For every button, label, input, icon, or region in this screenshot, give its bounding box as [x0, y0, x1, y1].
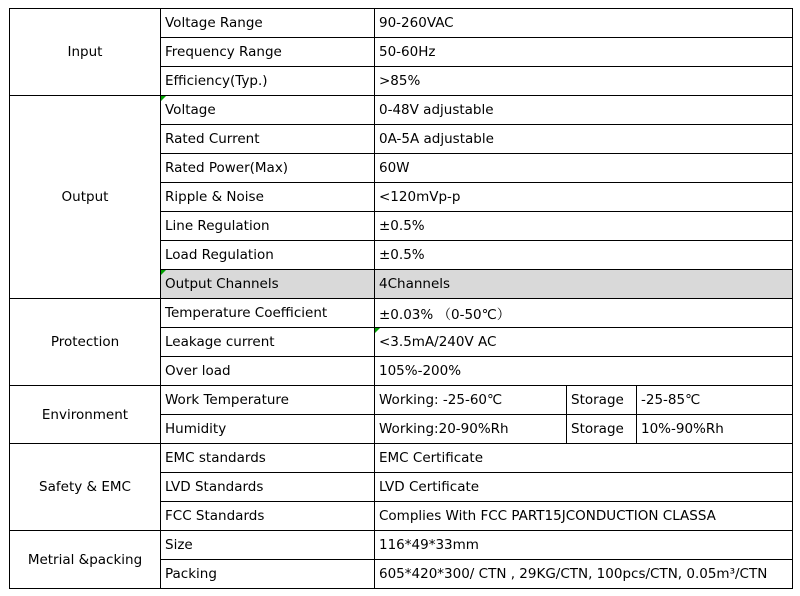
param-value: Complies With FCC PART15JCONDUCTION CLASSA [375, 502, 793, 531]
param-value: LVD Certificate [375, 473, 793, 502]
param-name: Voltage [161, 96, 375, 125]
param-name: Rated Current [161, 125, 375, 154]
param-subvalue: -25-85℃ [637, 386, 793, 415]
param-value: <3.5mA/240V AC [375, 328, 793, 357]
param-value: Working: -25-60℃ [375, 386, 567, 415]
param-name: Leakage current [161, 328, 375, 357]
spec-row [10, 299, 793, 328]
param-value: 605*420*300/ CTN , 29KG/CTN, 100pcs/CTN, 0.05m³/CTN [375, 560, 793, 589]
param-name: Humidity [161, 415, 375, 444]
param-value: 60W [375, 154, 793, 183]
param-name: Packing [161, 560, 375, 589]
param-value: ±0.5% [375, 212, 793, 241]
param-name: Line Regulation [161, 212, 375, 241]
spec-row [10, 386, 793, 415]
section-label-safety-emc: Safety & EMC [10, 444, 161, 531]
param-name: Frequency Range [161, 38, 375, 67]
param-subvalue: 10%-90%Rh [637, 415, 793, 444]
section-label-output: Output [10, 96, 161, 299]
param-name: Ripple & Noise [161, 183, 375, 212]
section-label-input: Input [10, 9, 161, 96]
param-name: LVD Standards [161, 473, 375, 502]
param-value: 4Channels [375, 270, 793, 299]
param-name: Temperature Coefficient [161, 299, 375, 328]
param-value: <120mVp-p [375, 183, 793, 212]
spec-row [10, 96, 793, 125]
spec-row [10, 9, 793, 38]
spec-row [10, 531, 793, 560]
spec-row [10, 444, 793, 473]
param-value: EMC Certificate [375, 444, 793, 473]
param-name: Output Channels [161, 270, 375, 299]
param-value: ±0.5% [375, 241, 793, 270]
param-name: FCC Standards [161, 502, 375, 531]
param-value: >85% [375, 67, 793, 96]
param-name: EMC standards [161, 444, 375, 473]
param-name: Size [161, 531, 375, 560]
param-name: Work Temperature [161, 386, 375, 415]
param-name: Over load [161, 357, 375, 386]
param-name: Voltage Range [161, 9, 375, 38]
param-sublabel: Storage [567, 386, 637, 415]
param-name: Load Regulation [161, 241, 375, 270]
param-value: 0-48V adjustable [375, 96, 793, 125]
param-value: 0A-5A adjustable [375, 125, 793, 154]
param-value: 90-260VAC [375, 9, 793, 38]
param-value: 105%-200% [375, 357, 793, 386]
section-label-environment: Environment [10, 386, 161, 444]
param-value: ±0.03% （0-50℃） [375, 299, 793, 328]
section-label-protection: Protection [10, 299, 161, 386]
param-name: Efficiency(Typ.) [161, 67, 375, 96]
param-value: Working:20-90%Rh [375, 415, 567, 444]
param-sublabel: Storage [567, 415, 637, 444]
param-value: 116*49*33mm [375, 531, 793, 560]
spec-table [9, 8, 793, 589]
param-name: Rated Power(Max) [161, 154, 375, 183]
param-value: 50-60Hz [375, 38, 793, 67]
section-label-material-packing: Metrial &packing [10, 531, 161, 589]
